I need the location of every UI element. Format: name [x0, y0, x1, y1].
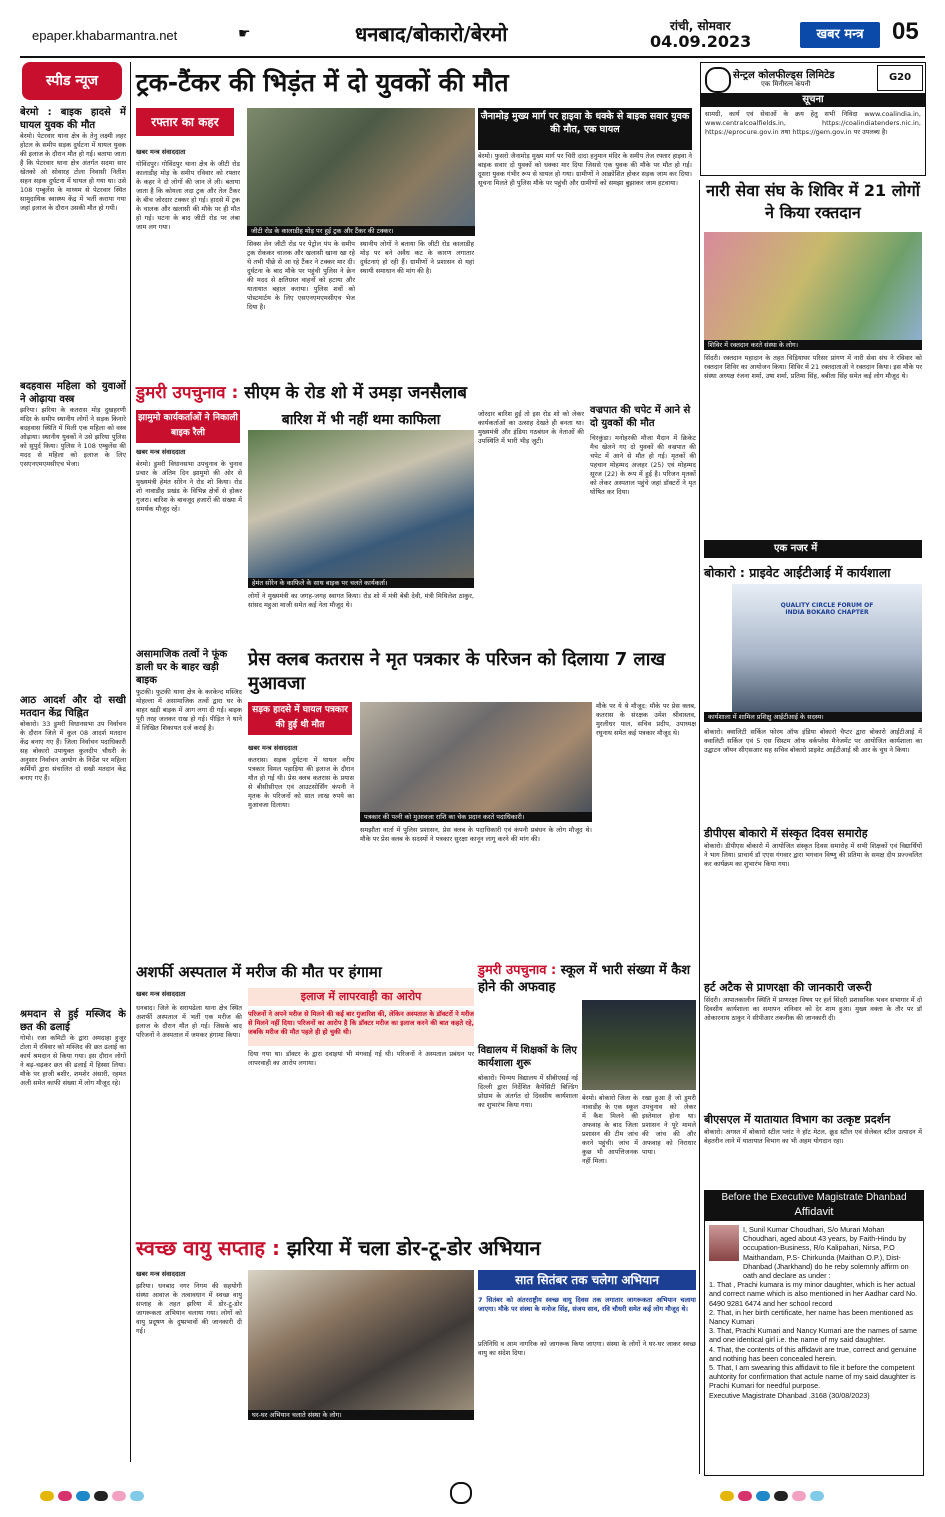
swachh-caption: घर-घर अभियान चलाते संस्था के लोग। — [248, 1410, 474, 1420]
hospital-body-2: दिया गया था। डॉक्टर के द्वारा दवाइयां भी मंगवाई गई थी। परिजनों ने अस्पताल प्रबंधन पर लापरवाही का आरोप लगाया। — [248, 1050, 474, 1067]
lead-headline: ट्रक-टैंकर की भिड़ंत में दो युवकों की मौत — [136, 68, 509, 97]
heart-body: सिंदरी। आपातकालीन स्थिति में प्राणरक्षा विषय पर हर्ल सिंदरी प्रशासनिक भवन सभागार में दो दिवसीय कार्यशाला का समापन शनिवार को देर शाम हुआ। मुख्य वक्ता के तौर पर डॉ ओकारनाथ ठाकुर ने सीपीआर तकनीक की जानकारी दी। — [704, 996, 922, 1022]
dumri1-photo — [248, 430, 474, 578]
lead-body-2: सिक्स लेन जीटी रोड पर पेट्रोल पंप के समीप ट्रक रोककर चालक और खलासी खाना खा रहे थे तभी पीछे से आ रहे टैंकर ने टक्कर मार दी। दुर्घटना के बाद मौके पर पहुंची पुलिस ने क्रेन की मदद से क्षतिग्रस्त वाहनों को हटाया और यातायात बहाल कराया। पुलिस शवों को पोस्टमार्टम के लिए एसएनएमएमसीएच भेज दिया है। — [247, 240, 355, 311]
lead-byline: खबर मन्त्र संवाददाता — [136, 148, 186, 156]
issue-date: 04.09.2023 — [650, 32, 752, 51]
coal-company: सेन्ट्रल कोलफील्ड्स लिमिटेड — [733, 70, 835, 81]
press-photo — [360, 702, 592, 812]
dumri2-headline — [478, 962, 696, 996]
bsl-headline: बीएसएल में यातायात विभाग का उत्कृष्ट प्रदर्शन — [704, 1113, 891, 1126]
color-mark-black — [94, 1491, 108, 1501]
affidavit-subtitle: Affidavit — [794, 1206, 834, 1218]
press-body-3: मौके पर ये थे मौजूद: मौके पर प्रेस क्लब, कतरास के संरक्षक उमेश श्रीवास्तव, मुरलीधर पाल, सचिव प्रदीप, उपाध्यक्ष रघुनाथ समेत कई पत्रकार मौजूद थे। — [596, 702, 696, 737]
swachh-photo — [248, 1270, 474, 1410]
nari-photo — [704, 232, 922, 340]
registration-mark-icon — [450, 1482, 472, 1504]
dumri1-kicker: झामुमो कार्यकर्ताओं ने निकाली बाइक रैली — [136, 410, 240, 443]
color-mark-black-2 — [774, 1491, 788, 1501]
swachh-body-1: झरिया। धनबाद नगर निगम की सहयोगी संस्था आवाज के तत्वावधान में स्वच्छ वायु सप्ताह के तहत झरिया में डोर-टू-डोर जागरूकता अभियान चलाया गया। लोगों को वायु प्रदूषण के दुष्प्रभावों की जानकारी दी गई। — [136, 1282, 242, 1335]
dumri2-body-1: बेरमो। बोकारो जिला के नावाडीह के एक स्कूल में कैश मिलने की अफवाह के बाद जिला प्रशासन की टीम जांच करने पहुंची। जांच में कुछ भी आपत्तिजनक नहीं मिला। — [582, 1094, 638, 1165]
color-mark-pink — [112, 1491, 126, 1501]
nazar-caption: कार्यशाला में शामिल प्रशिक्षु आईटीआई के सदस्य। — [704, 712, 922, 722]
site-url[interactable]: epaper.khabarmantra.net — [32, 28, 178, 43]
swachh-kicker: सात सितंबर तक चलेगा अभियान — [478, 1270, 696, 1290]
speed-item-4-head: श्रमदान से हुई मस्जिद के छत की ढलाई — [20, 1009, 126, 1033]
coal-notice-body: सामग्री, कार्य एवं सेवाओं के क्रय हेतु सभी निविदा www.coalindia.in, www.centralcoalfields.in, https://coalindiatenders.nic.in, https://eprocure.gov.in तथा https://gem.gov.in पर उपलब्ध है। — [705, 110, 921, 136]
affidavit-intro: I, Sunil Kumar Choudhari, S/o Murari Mohan Choudhari, aged about 43 years, by Faith-Hindu by occupation-Business, R/o Kalipahari, Nirsa, P.O Maithandam, P.S- Chirkunda (Maithan O.P.), Dist-Dhanbad (Jharkhand) do he reby solemnly affirm on oath and declare as under : — [743, 1225, 909, 1281]
hospital-byline: खबर मन्त्र संवाददाता — [136, 990, 186, 998]
affidavit-title-bar — [705, 1191, 923, 1221]
section-title: धनबाद/बोकारो/बेरमो — [355, 22, 508, 46]
color-mark-magenta-2 — [738, 1491, 752, 1501]
speed-item-4 — [20, 1008, 126, 1088]
swachh-byline: खबर मन्त्र संवाददाता — [136, 1270, 186, 1278]
lead-photo — [247, 108, 475, 226]
dumri1-headline-a: डुमरी उपचुनाव : — [136, 383, 239, 403]
affidavit-title: Before the Executive Magistrate Dhanbad — [721, 1192, 907, 1203]
color-mark-magenta — [58, 1491, 72, 1501]
bike-fire-headline: असामाजिक तत्वों ने फूंक डाली घर के बाहर खड़ी बाइक — [136, 649, 228, 686]
color-mark-cyan — [76, 1491, 90, 1501]
dumri1-byline: खबर मन्त्र संवाददाता — [136, 448, 186, 456]
lead-caption: जीटी रोड के कालाडीह मोड़ पर हुई ट्रक और टैंकर की टक्कर। — [247, 226, 475, 236]
affidavit-p5: 5. That, I am swearing this affidavit to file it before the competent auhtority for confirmation that actule name of my said daughter is Prachi Kumari for needful purpose. — [709, 1363, 916, 1391]
affidavit-p2: 2. That, in her birth certificate, her name has been mentioned as Nancy Kumari — [709, 1307, 914, 1327]
nari-headline: नारी सेवा संघ के शिविर में 21 लोगों ने किया रक्तदान — [706, 181, 920, 222]
affidavit-p4: 4. That, the contents of this affidavit are true, correct and genuine and nothing has been concealed herein. — [709, 1344, 917, 1363]
bike-fire-body: फुटकी। फुटकी थाना क्षेत्र के करकेन्द मस्जिद मोहल्ला में असामाजिक तत्वों द्वारा घर के बाहर खड़ी बाइक में आग लगा दी गई। बाइक पूरी तरह जलकर राख हो गई। पीड़ित ने थाने में लिखित शिकायत दर्ज कराई है। — [136, 688, 242, 732]
color-mark-pink-2 — [792, 1491, 806, 1501]
swachh-headline-a: स्वच्छ वायु सप्ताह : — [136, 1236, 280, 1260]
vidyalaya-headline: विद्यालय में शिक्षकों के लिए कार्यशाला शुरू — [478, 1045, 577, 1069]
press-kicker: सड़क हादसे में घायल पत्रकार की हुई थी मौत — [248, 702, 352, 735]
speed-item-2 — [20, 380, 126, 686]
coal-notice-title: सूचना — [701, 93, 925, 107]
press-body-2: समझौता वार्ता में पुलिस प्रशासन, प्रेस क्लब के पदाधिकारी एवं कंपनी प्रबंधन के लोग मौजूद थे। मौके पर प्रेस क्लब के सदस्यों ने पत्रकार सुरक्षा कानून लागू करने की मांग की। — [360, 826, 592, 843]
dumri1-headline-b: सीएम के रोड शो में उमड़ा जनसैलाब — [244, 383, 467, 403]
dumri1-headline — [136, 380, 698, 403]
dumri2-body-2: रखा हुआ है जो डुमरी उपचुनाव को लेकर इस्तेमाल होना था। प्रशासन ने पूरे मामले की जांच की और अफवाह को निराधार पाया। — [642, 1094, 696, 1156]
page-number: 05 — [892, 18, 919, 45]
speed-item-4-body: गोमो। रजा कमिटी के द्वारा अमदाहा हुजूर टोला में रविवार को मस्जिद की छत ढलाई का कार्य श्रमदान से किया गया। इस दौरान लोगों ने बढ़-चढ़कर छत की ढलाई में हिस्सा लिया। मौके पर हाजी बशीर, शमशेर अंसारी, रहमत अली समेत काफी संख्या में लोग मौजूद रहे। — [20, 1034, 126, 1087]
page-footer — [20, 1480, 925, 1506]
vajrapat-headline: वज्रपात की चपेट में आने से दो युवकों की मौत — [590, 405, 691, 429]
hospital-headline: अशर्फी अस्पताल में मरीज की मौत पर हंगामा — [136, 963, 382, 981]
masthead — [20, 14, 925, 58]
swachh-lead: 7 सितंबर को अंतरराष्ट्रीय स्वच्छ वायु दिवस तक लगातार जागरूकता अभियान चलाया जाएगा। मौके पर संस्था के मनोज सिंह, संजय साव, रवि चौधरी समेत कई लोग मौजूद थे। — [478, 1296, 696, 1313]
color-mark-yellow — [40, 1491, 54, 1501]
sanskrit-body: बोकारो। डीपीएस बोकारो में आयोजित संस्कृत दिवस समारोह में सभी शिक्षकों एवं विद्यार्थियों ने भाग लिया। प्राचार्य डॉ एएस गंगवार द्वारा भगवान विष्णु की प्रतिमा के समक्ष दीप प्रज्ज्वलित कर कार्यक्रम का शुभारंभ किया गया। — [704, 842, 922, 868]
color-mark-sky — [130, 1491, 144, 1501]
nazar-label: एक नजर में — [774, 543, 818, 554]
city-day: रांची, सोमवार — [670, 19, 731, 33]
dumri2-headline-a: डुमरी उपचुनाव : — [478, 963, 557, 978]
dumri1-body-1: बेरमो। डुमरी विधानसभा उपचुनाव के चुनाव प्रचार के अंतिम दिन झामुमो की ओर से मुख्यमंत्री हेमंत सोरेन ने रोड शो किया। रोड शो नावाडीह प्रखंड के विभिन्न क्षेत्रों से होकर गुजरा। बारिश के बावजूद हजारों की संख्या में समर्थक मौजूद रहे। — [136, 460, 242, 513]
nazar-body: बोकारो। क्वालिटी सर्किल फोरम ऑफ इंडिया बोकारो चैप्टर द्वारा बोकारो आईटीआई में क्वालिटी सर्किल एवं 5 एस सिस्टम ऑफ वर्कप्लेस मैनेजमेंट पर आयोजित कार्यशाला का उद्घाटन जॉयन सीएसआर सह सचिव बोकारो प्राइवेट आईटीआई श्री आर के चुघ ने किया। — [704, 728, 922, 754]
swachh-headline-b: झरिया में चला डोर-टू-डोर अभियान — [286, 1236, 541, 1260]
vajrapat-body: चिरकुंडा। मनोहरकी मौजा मैदान में क्रिकेट मैच खेलने गए दो युवकों की वज्रपात की चपेट में आने से मौत हो गई। मृतकों की पहचान मोहम्मद अजहर (25) एवं मोहम्मद सूरज (22) के रूप में हुई है। परिजन मृतकों को लेकर अस्पताल पहुंचे जहां डॉक्टरों ने मृत घोषित कर दिया। — [590, 434, 696, 496]
coal-logo-icon — [705, 67, 731, 93]
color-mark-sky-2 — [810, 1491, 824, 1501]
coal-notice — [700, 62, 926, 176]
affidavit-p1: 1. That , Prachi kumara is my minor daughter, which is her actual and correct name which is also mentioned in her Aadhar card No. 6490 9281 6474 and her school record — [709, 1280, 918, 1308]
dumri1-body-3: जोरदार बारिश हुई तो इस रोड शो को लेकर कार्यकर्ताओं का उत्साह देखते ही बनता था। मुख्यमंत्री और इंडिया गठबंधन के नेताओं की उपस्थिति में भारी भीड़ जुटी। — [478, 410, 584, 445]
jainamor-body: बेरमो। फुसरो जैनामोड़ मुख्य मार्ग पर चिरी दादा हनुमान मंदिर के समीप तेज रफ्तार हाइवा ने बाइक सवार दो युवकों को धक्का मार दिया जिससे एक युवक की मौके पर मौत हो गई। दूसरा युवक गंभीर रूप से घायल हो गया। ग्रामीणों ने आक्रोशित होकर सड़क जाम कर दिया। सूचना मिलते ही पुलिस मौके पर पहुंची और ग्रामीणों को समझा बुझाकर जाम हटवाया। — [478, 152, 692, 187]
nari-body: सिंदरी। रक्तदान महादान के तहत चिड़ियाघर परिसर प्रांगण में नारी सेवा संघ ने रविवार को रक्तदान शिविर का आयोजन किया। शिविर में 21 रक्तदाताओं ने रक्तदान किया। इस मौके पर संस्था अध्यक्ष रंजना शर्मा, उषा शर्मा, प्रतिमा सिंह, बबीता सिंह समेत कई लोग मौजूद थे। — [704, 354, 922, 380]
footer-color-marks-left — [40, 1486, 148, 1505]
dumri1-sub: बारिश में भी नहीं थमा काफिला — [281, 412, 441, 428]
coal-sub: एक मिनीरत्न कंपनी — [761, 80, 811, 88]
cursor-icon: ☛ — [238, 26, 251, 42]
press-headline: प्रेस क्लब कतरास ने मृत पत्रकार के परिजन को दिलाया 7 लाख मुआवजा — [248, 649, 666, 694]
affidavit-footer: Executive Magistrate Dhanbad .3168 (30/08/2023) — [709, 1390, 870, 1400]
nazar-badge — [704, 540, 922, 558]
swachh-body-2: प्रतिनिधि व आम नागरिक को जागरूक किया जाएगा। संस्था के लोगों ने घर-घर जाकर स्वच्छ वायु का संदेश दिया। — [478, 1340, 696, 1357]
speed-item-1-body: बेरमो। पेटरवार थाना क्षेत्र के तेनु लक्ष्मी लहर होटल के समीप सड़क दुर्घटना में घायल युवक की इलाज के दौरान मौत हो गई। बताया जाता है कि पेटरवार थाना क्षेत्र अंतर्गत सदमा सार खेतको ओ सोवारह टोला निवासी नितीश सहन सड़क दुर्घटना में घायल हो गया था। उसे 108 एम्बुलेंस के माध्यम से पेटरवार स्थित सामुदायिक स्वास्थ्य केंद्र में भर्ती कराया गया जहां इलाज के दौरान उसकी मौत हो गयी। — [20, 132, 126, 212]
hospital-kicker: इलाज में लापरवाही का आरोप — [248, 988, 474, 1006]
dumri1-body-2: लोगों ने मुख्यमंत्री का जगह-जगह स्वागत किया। रोड शो में मंत्री बेबी देवी, मंत्री मिथिलेश ठाकुर, सांसद महुआ माजी समेत कई नेता मौजूद थे। — [248, 592, 474, 609]
speed-column-divider — [130, 62, 131, 1462]
affidavit-text — [709, 1225, 919, 1400]
dumri2-headline-b: स्कूल में भारी संख्या में कैश होने की अफवाह — [478, 963, 691, 995]
speed-item-1 — [20, 106, 126, 372]
lead-kicker: रफ्तार का कहर — [136, 108, 234, 136]
lead-body-1: गोविंदपुर। गोविंदपुर थाना क्षेत्र के जीटी रोड कालाडीह मोड़ के समीप रविवार को रफ्तार के कहर ने दो लोगों की जान ले ली। बताया जाता है कि कोयला लदा ट्रक और तेल टैंकर के बीच जोरदार टक्कर हो गई। हादसे में ट्रक के चालक और खलासी की मौके पर ही मौत हो गई। घटना के बाद जीटी रोड पर लंबा जाम लग गया। — [136, 160, 240, 231]
press-byline: खबर मन्त्र संवाददाता — [248, 744, 298, 752]
affidavit-p3: 3. That, Prachi Kumari and Nancy Kumari are the names of same and one identical girl i.e. the name of my said daughter. — [709, 1326, 918, 1345]
speed-item-2-body: झरिया। झरिया के कतरास मोड़ दुखहरणी मंदिर के समीप स्थानीय लोगों ने सड़क किनारे बदहवास स्थिति में मिली एक महिला को वस्त्र ओढ़ाया। स्थानीय युवकों ने उसे झरिया पुलिस को सुपुर्द किया। पुलिस ने 108 एम्बुलेंस की मदद से महिला को इलाज के लिए एसएनएमएमसीएच भेजा। — [20, 406, 126, 468]
speed-item-3-head: आठ आदर्श और दो सखी मतदान केंद्र चिह्नित — [20, 695, 126, 719]
jainamor-headline: जैनामोड़ मुख्य मार्ग पर हाइवा के धक्के से बाइक सवार युवक की मौत, एक घायल — [478, 108, 692, 150]
g20-logo-icon: G20 — [877, 65, 923, 91]
hospital-lead: परिजनों ने अपने मरीज से मिलने की कई बार गुजारिश की, लेकिन अस्पताल के डॉक्टरों ने मरीज से मिलने नहीं दिया। परिजनों का आरोप है कि डॉक्टर मरीज का इलाज करने की बात कहते रहे, जबकि मरीज की मौत पहले ही हो चुकी थी। — [248, 1010, 474, 1046]
dumri2-photo — [582, 1000, 696, 1090]
speed-item-3-body: बोकारो। 33 डुमरी विधानसभा उप निर्वाचन के दौरान जिले में कुल 08 आदर्श मतदान केंद्र बनाए गए हैं। जिला निर्वाचन पदाधिकारी सह बोकारो उपायुक्त कुलदीप चौधरी के अनुसार निर्वाचन आयोग के निर्देश पर महिला कर्मियों द्वारा संचालित दो सखी मतदान केंद्र बनाए गए हैं। — [20, 720, 126, 782]
press-caption: पत्रकार की पत्नी को मुआवजा राशि का चेक प्रदान करते पदाधिकारी। — [360, 812, 592, 822]
speed-item-3 — [20, 694, 126, 1000]
hospital-body-1: धनबाद। जिले के सरायढेला थाना क्षेत्र स्थित अशर्फी अस्पताल में भर्ती एक मरीज की इलाज के दौरान मौत हो गई। जिसके बाद परिजनों ने अस्पताल में जमकर हंगामा किया। — [136, 1004, 242, 1039]
speed-item-1-head: बेरमो : बाइक हादसे में घायल युवक की मौत — [20, 107, 126, 131]
brand-logo: खबर मन्त्र — [800, 22, 880, 48]
speed-news-badge — [22, 62, 122, 100]
sanskrit-headline: डीपीएस बोकारो में संस्कृत दिवस समारोह — [704, 827, 868, 840]
color-mark-cyan-2 — [756, 1491, 770, 1501]
affidavit-box — [704, 1190, 924, 1476]
speed-item-2-head: बदहवास महिला को युवाओं ने ओढ़ाया वस्त्र — [20, 381, 126, 405]
swachh-headline — [136, 1234, 696, 1261]
vidyalaya-body: बोकारो। चिन्मय विद्यालय में सीबीएसई नई दिल्ली द्वारा निर्देशित कैपेसिटी बिल्डिंग प्रोग्राम के अंतर्गत दो दिवसीय कार्यशाला का शुभारंभ किया गया। — [478, 1074, 578, 1109]
nazar-headline: बोकारो : प्राइवेट आईटीआई में कार्यशाला — [704, 565, 891, 580]
footer-color-marks-right — [720, 1486, 828, 1505]
nari-caption: शिविर में रक्तदान करते संस्था के लोग। — [704, 340, 922, 350]
speed-news-column — [20, 106, 126, 1468]
nazar-photo — [732, 584, 922, 712]
dumri1-caption: हेमंत सोरेन के काफिले के साथ बाइक पर चलते कार्यकर्ता। — [248, 578, 474, 588]
press-body-1: कतरास। सड़क दुर्घटना में घायल वरीय पत्रकार विमल पहाड़िया की इलाज के दौरान मौत हो गई थी। प्रेस क्लब कतरास के प्रयास से बीसीसीएल एवं आउटसोर्सिंग कंपनी ने मृतक के परिजनों को सात लाख रुपये का मुआवजा दिलाया। — [248, 756, 354, 809]
bsl-body: बोकारो। अगस्त में बोकारो स्टील प्लांट ने हॉट मेटल, क्रूड स्टील एवं सेलेबल स्टील उत्पादन में बेहतरीन लाने में यातायात विभाग का भी अहम योगदान रहा। — [704, 1128, 922, 1145]
heart-headline: हर्ट अटैक से प्राणरक्षा की जानकारी जरूरी — [704, 981, 872, 994]
color-mark-yellow-2 — [720, 1491, 734, 1501]
nazar-banner: QUALITY CIRCLE FORUM OF INDIA BOKARO CHAPTER — [780, 602, 874, 616]
lead-body-3: स्थानीय लोगों ने बताया कि जीटी रोड कालाडीह मोड़ पर बने अवैध कट के कारण लगातार दुर्घटनाएं हो रही हैं। ग्रामीणों ने प्रशासन से यहां स्थायी समाधान की मांग की है। — [360, 240, 474, 275]
speed-news-label: स्पीड न्यूज — [45, 73, 99, 89]
right-column-divider — [699, 180, 700, 1474]
